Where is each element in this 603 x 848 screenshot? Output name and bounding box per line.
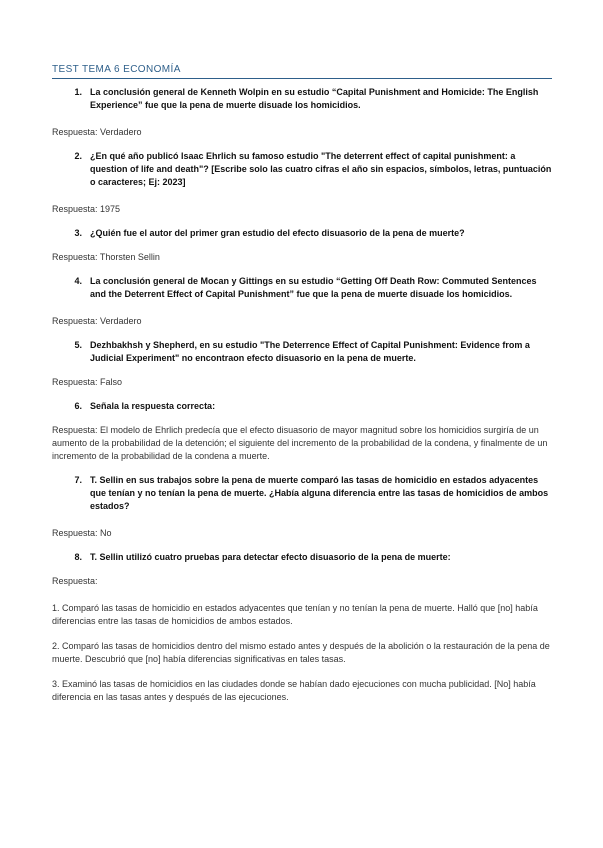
answer-1: Respuesta: Verdadero [52, 127, 142, 137]
question-8 [52, 551, 552, 564]
question-number: 6. [74, 401, 82, 411]
answer-5: Respuesta: Falso [52, 377, 123, 387]
answer-7: Respuesta: No [52, 528, 112, 538]
question-text: ¿En qué año publicó Isaac Ehrlich su famoso estudio "The deterrent effect of capital punishment: a question of life and death"? [Escribe solo las cuatro cifras el año sin espacios, símbolos, letras, puntuación o caracteres; Ej: 2023] [90, 151, 552, 187]
question-text: ¿Quién fue el autor del primer gran estudio del efecto disuasorio de la pena de muerte? [90, 228, 465, 238]
answer-2: Respuesta: 1975 [52, 204, 121, 214]
question-text: La conclusión general de Mocan y Gittings en su estudio “Getting Off Death Row: Commuted Sentences and the Deterrent Effect of Capital Punishment” fue que la pena de muerte disuade los homicidios. [90, 276, 537, 299]
question-1 [52, 86, 552, 112]
question-4 [52, 275, 552, 301]
question-6 [52, 400, 552, 413]
question-text: La conclusión general de Kenneth Wolpin en su estudio “Capital Punishment and Homicide: The English Experience” fue que la pena de muerte disuade los homicidios. [90, 87, 539, 110]
answer-3: Respuesta: Thorsten Sellin [52, 252, 160, 262]
q8-point-2: 2. Comparó las tasas de homicidios dentro del mismo estado antes y después de la abolición o la restauración de la pena de muerte. Descubrió que [no] había diferencias significativas en tales tasas. [52, 641, 550, 664]
question-text: T. Sellin en sus trabajos sobre la pena de muerte comparó las tasas de homicidio en estados adyacentes que tenían y no tenían la pena de muerte. ¿Había alguna diferencia entre las tasas de homicidios de ambos estados? [90, 475, 549, 511]
question-2 [52, 150, 552, 189]
question-3 [52, 227, 552, 240]
question-text: Señala la respuesta correcta: [90, 401, 216, 411]
question-5 [52, 339, 552, 365]
answer-6: Respuesta: El modelo de Ehrlich predecía que el efecto disuasorio de mayor magnitud sobre los homicidios surgiría de un aumento de la probabilidad de la detención; el siguiente del incremento de la probabilidad de la condena, y finalmente de un incremento de la probabilidad de la condena a muerte. [52, 425, 548, 461]
question-number: 1. [74, 87, 82, 97]
answer-4: Respuesta: Verdadero [52, 316, 142, 326]
question-text: T. Sellin utilizó cuatro pruebas para detectar efecto disuasorio de la pena de muerte: [90, 552, 451, 562]
question-number: 4. [74, 276, 82, 286]
question-number: 3. [74, 228, 82, 238]
question-number: 5. [74, 340, 82, 350]
question-text: Dezhbakhsh y Shepherd, en su estudio "The Deterrence Effect of Capital Punishment: Evidence from a Judicial Experiment" no encontraon efecto disuasorio en la pena de muerte. [90, 340, 530, 363]
document-body [52, 86, 552, 704]
answer-8: Respuesta: [52, 576, 98, 586]
question-number: 8. [74, 552, 82, 562]
question-7 [52, 474, 552, 513]
q8-point-3: 3. Examinó las tasas de homicidios en las ciudades donde se habían dado ejecuciones con mucha publicidad. [No] había diferencia en las tasas antes y después de las ejecuciones. [52, 679, 536, 702]
question-number: 7. [74, 475, 82, 485]
document-title: TEST TEMA 6 ECONOMÍA [52, 64, 181, 75]
question-number: 2. [74, 151, 82, 161]
title-divider [52, 78, 552, 79]
q8-point-1: 1. Comparó las tasas de homicidio en estados adyacentes que tenían y no tenían la pena de muerte. Halló que [no] había diferencias entre las tasas de homicidios de ambos estados. [52, 603, 538, 626]
